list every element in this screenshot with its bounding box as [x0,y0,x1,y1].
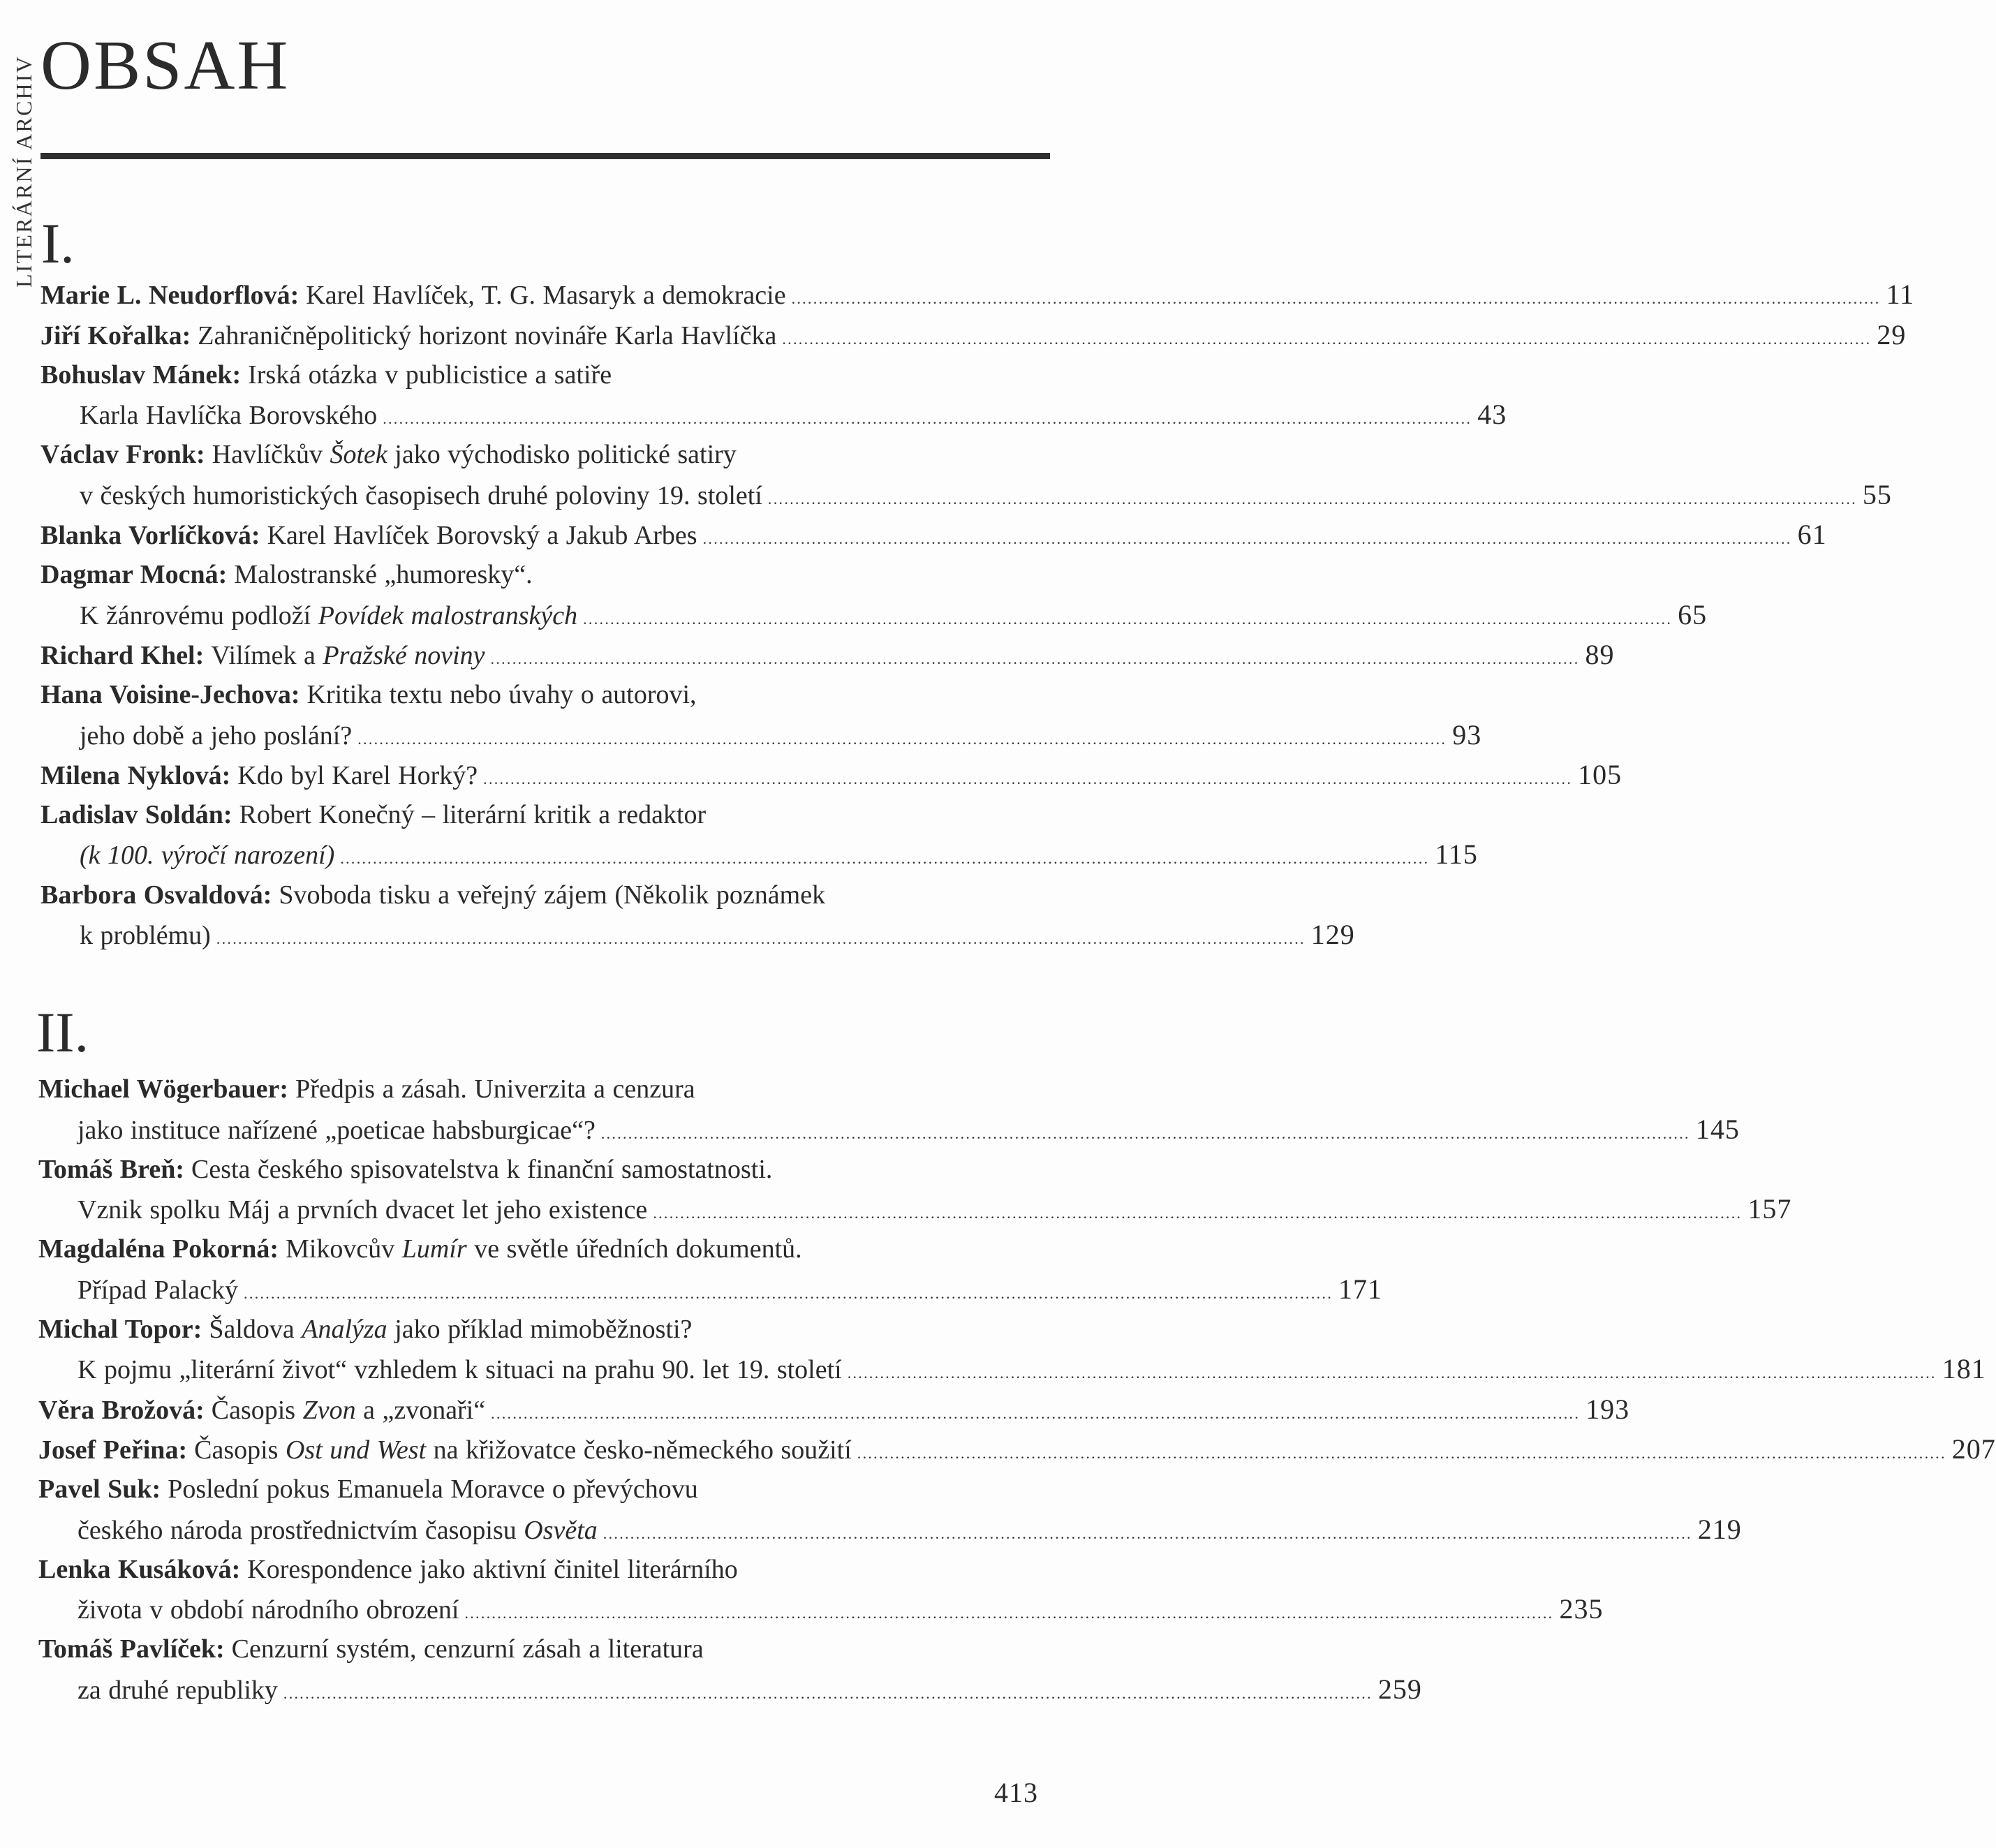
toc-title-segment: a „zvonaři“ [355,1395,486,1425]
toc-title-segment: Havlíčkův [212,440,330,470]
toc-title-segment: Zahraničněpolitický horizont novináře Karla Havlíčka [198,320,777,350]
page-number: 413 [994,1777,1038,1808]
toc-title [307,681,697,708]
toc-title [237,762,478,789]
section-heading-1: I. [41,212,75,275]
dot-leader: ........................................................................................................................................................................................................ [216,930,1306,947]
toc-title-segment: Předpis a zásah. Univerzita a cenzura [295,1074,695,1104]
toc-title-segment: na křižovatce česko-německého soužití [426,1435,852,1465]
toc-author: Marie L. Neudorflová: [40,281,300,311]
toc-title-segment: Časopis [194,1435,286,1465]
toc-entry-continuation[interactable]: K pojmu „literární život“ vzhledem k situaci na prahu 90. let 19. století ........................................................................................................................................................................................................ 181 [77,1356,1047,1382]
toc-entry-continuation[interactable]: za druhé republiky ........................................................................................................................................................................................................ 259 [77,1676,1047,1703]
toc-title [80,600,578,630]
dot-leader: ........................................................................................................................................................................................................ [340,850,1430,868]
dot-leader: ........................................................................................................................................................................................................ [702,530,1792,547]
toc-title-italic: Pražské noviny [323,640,485,670]
dot-leader: ........................................................................................................................................................................................................ [383,410,1472,428]
toc-entry[interactable]: Věra Brožová: Časopis Zvon a „zvonaři“ ........................................................................................................................................................................................................ 193 [38,1396,1047,1423]
toc-author: Blanka Vorlíčková: [40,521,260,550]
toc-title [77,1517,598,1544]
toc-entry[interactable] [38,1316,692,1343]
dot-leader: ........................................................................................................................................................................................................ [653,1204,1743,1222]
toc-entry-continuation[interactable]: Případ Palacký ........................................................................................................................................................................................................ 171 [77,1276,1047,1303]
toc-entry-continuation[interactable]: českého národa prostřednictvím časopisu Osvěta ........................................................................................................................................................................................................ 219 [77,1516,1047,1543]
toc-author: Milena Nyklová: [40,760,231,790]
toc-title [286,1236,802,1262]
dot-leader: ........................................................................................................................................................................................................ [490,649,1580,667]
dot-leader: ........................................................................................................................................................................................................ [600,1124,1690,1142]
toc-title-segment: Vilímek a [211,640,323,670]
toc-entry-continuation[interactable]: jeho době a jeho poslání? ........................................................................................................................................................................................................ 93 [80,722,1047,748]
toc-entry[interactable] [40,362,612,388]
running-head-vertical: LITERÁRNÍ ARCHIV [11,55,36,288]
toc-title [77,1357,842,1383]
toc-title [248,362,612,388]
toc-title-italic: Analýza [302,1315,387,1344]
toc-author: Magdaléna Pokorná: [38,1234,279,1264]
toc-title [234,561,532,588]
section-heading-2: II. [36,1000,89,1064]
toc-title-segment: jako příklad mimoběžnosti? [387,1315,693,1344]
toc-title [247,1556,738,1583]
toc-title [168,1474,698,1505]
toc-title-italic: Lumír [401,1234,467,1264]
toc-title [239,801,707,828]
toc-entry[interactable]: Jiří Kořalka: Zahraničněpolitický horizont novináře Karla Havlíčka ........................................................................................................................................................................................................ 29 [40,322,1047,348]
toc-entry-continuation[interactable]: života v období národního obrození ........................................................................................................................................................................................................ 235 [77,1596,1047,1622]
toc-title [77,1197,647,1223]
toc-title [80,922,211,949]
toc-title-segment: K žánrovému podloží [80,600,318,630]
dot-leader: ........................................................................................................................................................................................................ [767,489,1857,508]
toc-entry-continuation[interactable]: k problému) ........................................................................................................................................................................................................ 129 [80,922,1047,948]
title-rule [40,153,1050,159]
toc-title [80,841,335,871]
toc-title-segment: Mikovcův [286,1234,402,1264]
toc-author: Josef Peřina: [38,1435,188,1465]
dot-leader: ........................................................................................................................................................................................................ [603,1524,1692,1542]
toc-author: Václav Fronk: [40,440,205,470]
toc-entry[interactable] [38,1156,772,1183]
toc-title-segment: jeho době a jeho poslání? [80,720,353,751]
dot-leader: ........................................................................................................................................................................................................ [244,1284,1333,1302]
toc-author: Hana Voisine-Jechova: [40,680,300,710]
toc-title-italic: (k 100. výročí narození) [80,841,335,871]
toc-title-segment: Robert Konečný – literární kritik a redaktor [239,800,707,830]
toc-title-segment: Časopis [211,1395,303,1425]
toc-title [232,1636,704,1662]
toc-title-italic: Ost und West [285,1435,427,1465]
dot-leader: ........................................................................................................................................................................................................ [464,1604,1554,1622]
toc-title [212,441,737,468]
toc-author: Michal Topor: [38,1315,202,1344]
dot-leader: ........................................................................................................................................................................................................ [283,1684,1373,1702]
toc-entry[interactable] [38,1556,738,1583]
toc-title [279,882,825,908]
toc-title [306,282,785,309]
toc-title-segment: jako východisko politické satiry [387,440,737,470]
toc-author: Bohuslav Mánek: [40,360,242,390]
dot-leader: ........................................................................................................................................................................................................ [483,769,1573,788]
toc-title [198,320,777,350]
toc-entry[interactable] [38,1474,698,1505]
toc-title-italic: Povídek malostranských [318,600,578,630]
toc-entry[interactable]: Marie L. Neudorflová: Karel Havlíček, T. G. Masaryk a demokracie ........................................................................................................................................................................................................ 11 [40,281,1047,308]
toc-title-segment: Cesta českého spisovatelstva k finanční samostatnosti. [191,1154,773,1184]
toc-title-segment: Kritika textu nebo úvahy o autorovi, [306,680,697,710]
toc-title-segment: v českých humoristických časopisech druhé poloviny 19. století [80,480,762,510]
toc-title [211,642,485,669]
toc-author: Tomáš Pavlíček: [38,1634,225,1664]
toc-entry[interactable] [38,1236,802,1262]
toc-author: Richard Khel: [40,640,205,670]
toc-title [194,1437,852,1463]
toc-title-segment: Vznik spolku Máj a prvních dvacet let jeho existence [77,1195,648,1225]
dot-leader: ........................................................................................................................................................................................................ [583,609,1673,628]
toc-title-segment: Šaldova [209,1315,302,1344]
toc-title-italic: Osvěta [524,1515,598,1545]
dot-leader: ........................................................................................................................................................................................................ [847,1364,1937,1382]
page-title: OBSAH [40,26,290,104]
toc-title-segment: za druhé republiky [77,1675,278,1705]
toc-entry[interactable]: Richard Khel: Vilímek a Pražské noviny ........................................................................................................................................................................................................ 89 [40,642,1047,668]
toc-title-segment: Karel Havlíček Borovský a Jakub Arbes [267,521,697,550]
toc-title-segment: Irská otázka v publicistice a satiře [248,360,612,390]
toc-entry[interactable] [40,681,697,708]
toc-author: Jiří Kořalka: [40,320,191,350]
toc-title-segment: Karla Havlíčka Borovského [80,401,378,431]
toc-title-segment: života v období národního obrození [77,1595,459,1625]
toc-entry-continuation[interactable]: (k 100. výročí narození) ........................................................................................................................................................................................................ 115 [80,841,1047,868]
toc-title [77,1677,278,1703]
toc-title-segment: Svoboda tisku a veřejný zájem (Několik poznámek [279,880,826,910]
toc-title [209,1316,692,1343]
toc-title [191,1156,772,1183]
dot-leader: ........................................................................................................................................................................................................ [791,290,1881,308]
toc-title-segment: Cenzurní systém, cenzurní zásah a literatura [231,1634,704,1664]
toc-entry[interactable]: Josef Peřina: Časopis Ost und West na křižovatce česko-německého soužití ........................................................................................................................................................................................................ 207 [38,1436,1047,1463]
dot-leader: ........................................................................................................................................................................................................ [357,730,1447,748]
toc-title-segment: k problému) [80,921,211,950]
toc-author: Lenka Kusáková: [38,1554,241,1584]
toc-title-segment: českého národa prostřednictvím časopisu [77,1515,524,1545]
toc-title-segment: Korespondence jako aktivní činitel literárního [247,1554,738,1584]
toc-title-segment: Případ Palacký [77,1275,239,1305]
toc-title-segment: Karel Havlíček, T. G. Masaryk a demokracie [306,281,786,311]
toc-title [77,1117,596,1144]
toc-title [77,1597,459,1623]
dot-leader: ........................................................................................................................................................................................................ [491,1404,1581,1422]
toc-author: Pavel Suk: [38,1474,161,1505]
toc-title [77,1277,238,1303]
toc-author: Ladislav Soldán: [40,800,232,830]
toc-title-segment: Poslední pokus Emanuela Moravce o převýchovu [168,1474,698,1505]
toc-title-italic: Šotek [330,440,387,470]
toc-entry-continuation[interactable]: Vznik spolku Máj a prvních dvacet let jeho existence ........................................................................................................................................................................................................ 157 [77,1196,1047,1222]
toc-title [80,482,762,509]
toc-entry[interactable] [40,801,706,828]
toc-entry[interactable] [38,1636,704,1662]
toc-title-segment: jako instituce nařízené „poeticae habsburgicae“? [77,1115,596,1145]
toc-author: Tomáš Breň: [38,1154,184,1184]
toc-title [80,720,353,751]
dot-leader: ........................................................................................................................................................................................................ [782,330,1872,348]
toc-entry-continuation[interactable]: jako instituce nařízené „poeticae habsburgicae“? ........................................................................................................................................................................................................ 145 [77,1116,1047,1143]
toc-entry-continuation[interactable]: K žánrovému podloží Povídek malostranských ........................................................................................................................................................................................................ 65 [80,602,1047,628]
toc-entry-continuation[interactable]: v českých humoristických časopisech druhé poloviny 19. století ........................................................................................................................................................................................................ 55 [80,482,1047,508]
toc-entry[interactable] [40,441,737,468]
toc-title-segment: Kdo byl Karel Horký? [237,760,478,790]
toc-entry[interactable] [38,1076,695,1102]
toc-entry[interactable] [40,882,825,908]
toc-entry[interactable]: Blanka Vorlíčková: Karel Havlíček Borovský a Jakub Arbes ........................................................................................................................................................................................................ 61 [40,522,1047,548]
toc-entry[interactable] [40,561,533,588]
toc-title [212,1397,485,1424]
toc-author: Věra Brožová: [38,1395,205,1425]
toc-title-segment: Malostranské „humoresky“. [234,560,533,590]
dot-leader: ........................................................................................................................................................................................................ [857,1444,1946,1462]
toc-author: Michael Wögerbauer: [38,1074,289,1104]
toc-author: Dagmar Mocná: [40,560,228,590]
toc-entry-continuation[interactable]: Karla Havlíčka Borovského ........................................................................................................................................................................................................ 43 [80,401,1047,428]
toc-title-italic: Zvon [302,1395,356,1425]
toc-entry[interactable]: Milena Nyklová: Kdo byl Karel Horký? ........................................................................................................................................................................................................ 105 [40,762,1047,788]
toc-title [295,1076,695,1102]
toc-title-segment: K pojmu „literární život“ vzhledem k situaci na prahu 90. let 19. století [77,1355,842,1385]
toc-title-segment: ve světle úředních dokumentů. [466,1234,802,1264]
toc-title [267,522,697,549]
toc-author: Barbora Osvaldová: [40,880,272,910]
toc-title [80,402,377,429]
